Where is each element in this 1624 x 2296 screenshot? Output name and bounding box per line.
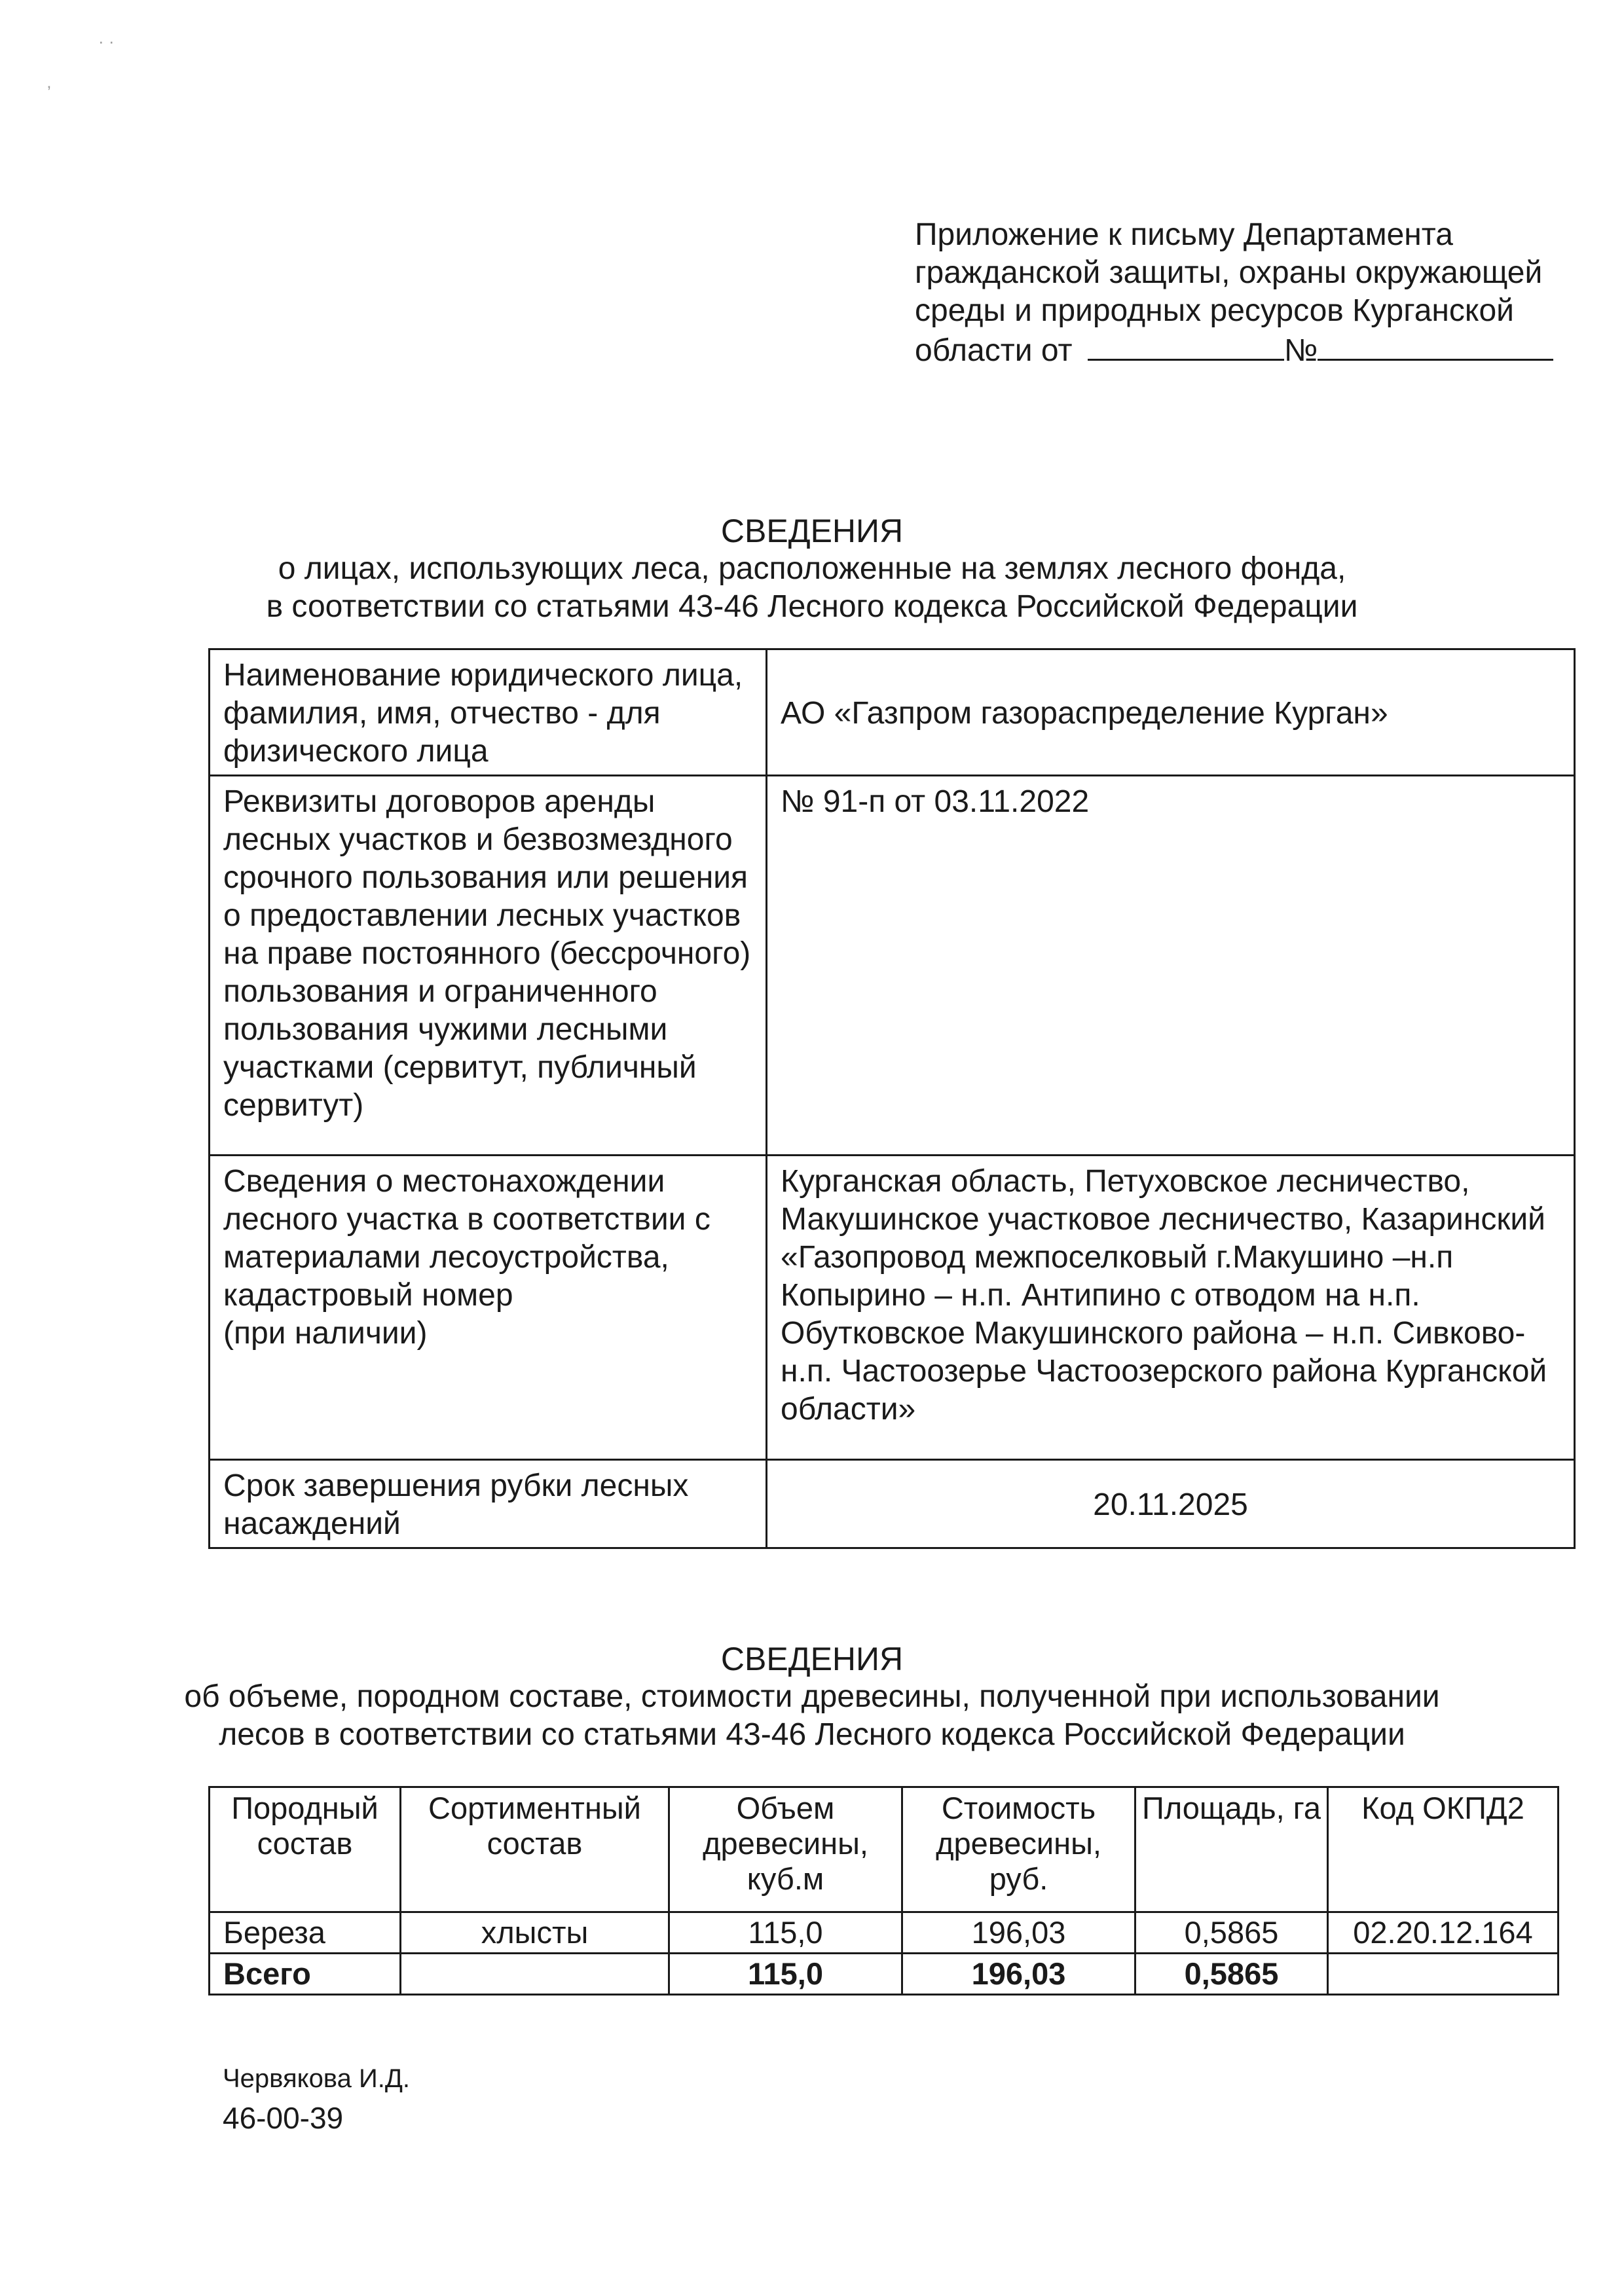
column-header: Площадь, га: [1135, 1787, 1328, 1912]
row-value: АО «Газпром газораспределение Курган»: [767, 649, 1575, 776]
attachment-note: [915, 216, 1602, 370]
total-row: [210, 1954, 1559, 1995]
attachment-line: Приложение к письму Департамента: [915, 217, 1453, 252]
section2-subtitle: об объеме, породном составе, стоимости древесины, полученной при использовании: [184, 1679, 1440, 1714]
column-header: Объем древесины, куб.м: [669, 1787, 902, 1912]
attachment-line-date: [915, 330, 1602, 370]
section2-subtitle: лесов в соответствии со статьями 43-46 Лесного кодекса Российской Федерации: [219, 1717, 1405, 1752]
empty-cell: [1328, 1954, 1559, 1995]
attachment-line: среды и природных ресурсов Курганской: [915, 293, 1514, 328]
contact-phone: 46-00-39: [223, 2101, 344, 2135]
row-value: «Газопровод межпоселковый г.Макушино –н.п Копырино – н.п. Антипино с отводом на н.п. Обутковское Макушинского района – н.п. Сивково- н.п. Частоозерье Частоозерского района Курганской области»: [781, 1240, 1547, 1427]
row-label: Наименование юридического лица, фамилия, имя, отчество - для физического лица: [210, 649, 767, 776]
section1-title: СВЕДЕНИЯ: [720, 513, 904, 549]
table-row: [210, 1460, 1575, 1548]
number-blank: [1318, 330, 1553, 361]
attachment-line: гражданской защиты, охраны окружающей: [915, 255, 1543, 290]
area-cell: 0,5865: [1135, 1912, 1328, 1954]
section1-subtitle: в соответствии со статьями 43-46 Лесного кодекса Российской Федерации: [266, 589, 1358, 624]
row-label: Сведения о местонахождении лесного участка в соответствии с материалами лесоустройства, кадастровый номер: [223, 1164, 710, 1313]
section2-heading: [0, 1640, 1624, 1754]
column-header: Породный состав: [210, 1787, 401, 1912]
column-header: Код ОКПД2: [1328, 1787, 1559, 1912]
scan-speck: · ·: [98, 31, 115, 51]
table-header-row: [210, 1787, 1559, 1912]
total-volume: 115,0: [669, 1954, 902, 1995]
table-row: [210, 649, 1575, 776]
attachment-date-label: области от: [915, 333, 1073, 368]
total-label: Всего: [210, 1954, 401, 1995]
number-sign: №: [1283, 333, 1318, 368]
code-cell: 02.20.12.164: [1328, 1912, 1559, 1954]
contact-name: Червякова И.Д.: [223, 2064, 411, 2093]
cost-cell: 196,03: [902, 1912, 1135, 1954]
row-value: Курганская область, Петуховское лесничество, Макушинское участковое лесничество, Казаринский: [781, 1164, 1545, 1237]
column-header: Сортиментный состав: [401, 1787, 669, 1912]
total-area: 0,5865: [1135, 1954, 1328, 1995]
forest-user-table: [208, 648, 1576, 1549]
row-label: Реквизиты договоров аренды лесных участков и безвозмездного срочного пользования или решения о предоставлении лесных участков на праве постоянного (бессрочного) пользования и ограниченного пользования чужими лесными участками (сервитут, публичный сервитут): [210, 776, 767, 1156]
assortment-cell: хлысты: [401, 1912, 669, 1954]
contact-footer: [223, 2059, 410, 2138]
section1-subtitle: о лицах, использующих леса, расположенные на землях лесного фонда,: [278, 551, 1346, 586]
row-value-cell: [767, 1156, 1575, 1460]
table-row: [210, 776, 1575, 1156]
timber-volume-table: [208, 1786, 1559, 1995]
species-cell: Береза: [210, 1912, 401, 1954]
row-label: Срок завершения рубки лесных насаждений: [210, 1460, 767, 1548]
section1-heading: [0, 512, 1624, 626]
table-row: [210, 1156, 1575, 1460]
section2-title: СВЕДЕНИЯ: [720, 1641, 904, 1677]
table-row: [210, 1912, 1559, 1954]
row-label-note: (при наличии): [223, 1316, 428, 1351]
empty-cell: [401, 1954, 669, 1995]
column-header: Стоимость древесины, руб.: [902, 1787, 1135, 1912]
volume-cell: 115,0: [669, 1912, 902, 1954]
scan-speck: ‚: [47, 72, 51, 92]
total-cost: 196,03: [902, 1954, 1135, 1995]
date-blank: [1088, 330, 1284, 361]
row-value: № 91-п от 03.11.2022: [767, 776, 1575, 1156]
row-value: 20.11.2025: [767, 1460, 1575, 1548]
row-label-cell: [210, 1156, 767, 1460]
